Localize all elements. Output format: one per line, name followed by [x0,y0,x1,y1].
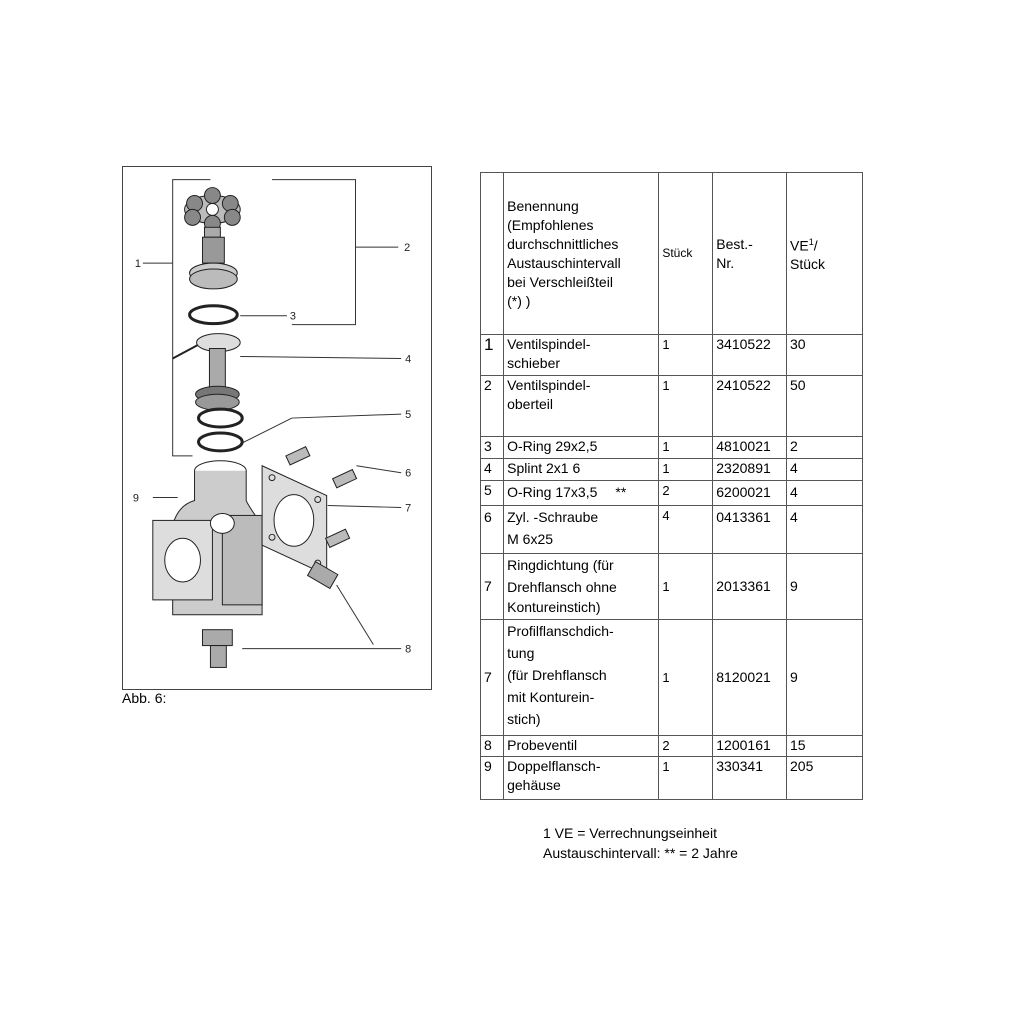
header-order-no: Best.- Nr. [713,173,787,335]
row-order-no: 8120021 [713,620,787,736]
row-qty: 1 [659,335,713,376]
row-name: Probeventil [504,736,659,757]
table-row [481,757,863,800]
row-name: Ventilspindel- oberteil [504,376,659,437]
header-name: Benennung (Empfohlenes durchschnittliches Austauschintervall bei Verschleißteil (*) ) [504,173,659,335]
table-row [481,376,863,437]
exploded-view-figure [122,166,432,690]
row-order-no: 2320891 [713,459,787,481]
row-order-no: 330341 [713,757,787,800]
table-header-row [481,173,863,335]
row-ve: 50 [787,376,863,437]
row-name: Ringdichtung (für Drehflansch ohne Kontureinstich) [504,554,659,620]
parts-table [480,172,863,800]
row-qty: 2 [659,481,713,506]
table-row [481,554,863,620]
header-qty: Stück [659,173,713,335]
row-ve: 30 [787,335,863,376]
row-qty: 1 [659,554,713,620]
row-ve: 4 [787,459,863,481]
table-row [481,620,863,736]
row-qty: 1 [659,757,713,800]
table-row [481,481,863,506]
row-ve: 15 [787,736,863,757]
footnote-interval: Austauschintervall: ** = 2 Jahre [543,845,738,861]
footnote-ve: 1 VE = Verrechnungseinheit [543,825,717,841]
table-row [481,437,863,459]
table-row [481,335,863,376]
row-order-no: 2410522 [713,376,787,437]
row-name: Ventilspindel- schieber [504,335,659,376]
table-row [481,459,863,481]
row-pos: 3 [481,437,504,459]
callout-9: 9 [132,492,140,505]
table-row [481,736,863,757]
row-order-no: 1200161 [713,736,787,757]
row-qty: 1 [659,376,713,437]
row-pos: 6 [481,506,504,554]
row-ve: 4 [787,481,863,506]
callout-6: 6 [405,467,412,480]
row-order-no: 3410522 [713,335,787,376]
callout-1: 1 [134,258,142,271]
row-name: Profilflanschdich- tung (für Drehflansch mit Konturein- stich) [504,620,659,736]
row-qty: 2 [659,736,713,757]
figure-caption: Abb. 6: [122,690,167,706]
header-ve: $VE^1/$ Stück [787,173,863,335]
row-pos: 9 [481,757,504,800]
callout-5: 5 [405,409,412,422]
header-pos [481,173,504,335]
row-ve: 9 [787,620,863,736]
footnote [543,823,738,863]
row-pos: 8 [481,736,504,757]
row-qty: 4 [659,506,713,554]
row-order-no: 4810021 [713,437,787,459]
row-order-no: 0413361 [713,506,787,554]
row-order-no: 2013361 [713,554,787,620]
row-pos: 7 [481,554,504,620]
row-pos: 5 [481,481,504,506]
row-ve: 4 [787,506,863,554]
row-name: Splint 2x1 6 [504,459,659,481]
table-row [481,506,863,554]
row-name: Zyl. -Schraube M 6x25 [504,506,659,554]
row-ve: 9 [787,554,863,620]
callout-3: 3 [289,310,296,323]
row-order-no: 6200021 [713,481,787,506]
callout-4: 4 [405,353,412,366]
valve-drawing [123,167,431,689]
row-pos: 2 [481,376,504,437]
callout-2: 2 [404,242,411,255]
row-name: O-Ring 17x3,5 ** [504,481,659,506]
row-pos: 1 [481,335,504,376]
row-qty: 1 [659,459,713,481]
row-ve: 205 [787,757,863,800]
row-name: Doppelflansch- gehäuse [504,757,659,800]
row-pos: 7 [481,620,504,736]
callout-8: 8 [405,643,412,656]
wear-part-mark: ** [615,484,627,500]
row-pos: 4 [481,459,504,481]
row-ve: 2 [787,437,863,459]
callout-7: 7 [405,502,412,515]
row-name: O-Ring 29x2,5 [504,437,659,459]
row-qty: 1 [659,437,713,459]
row-qty: 1 [659,620,713,736]
